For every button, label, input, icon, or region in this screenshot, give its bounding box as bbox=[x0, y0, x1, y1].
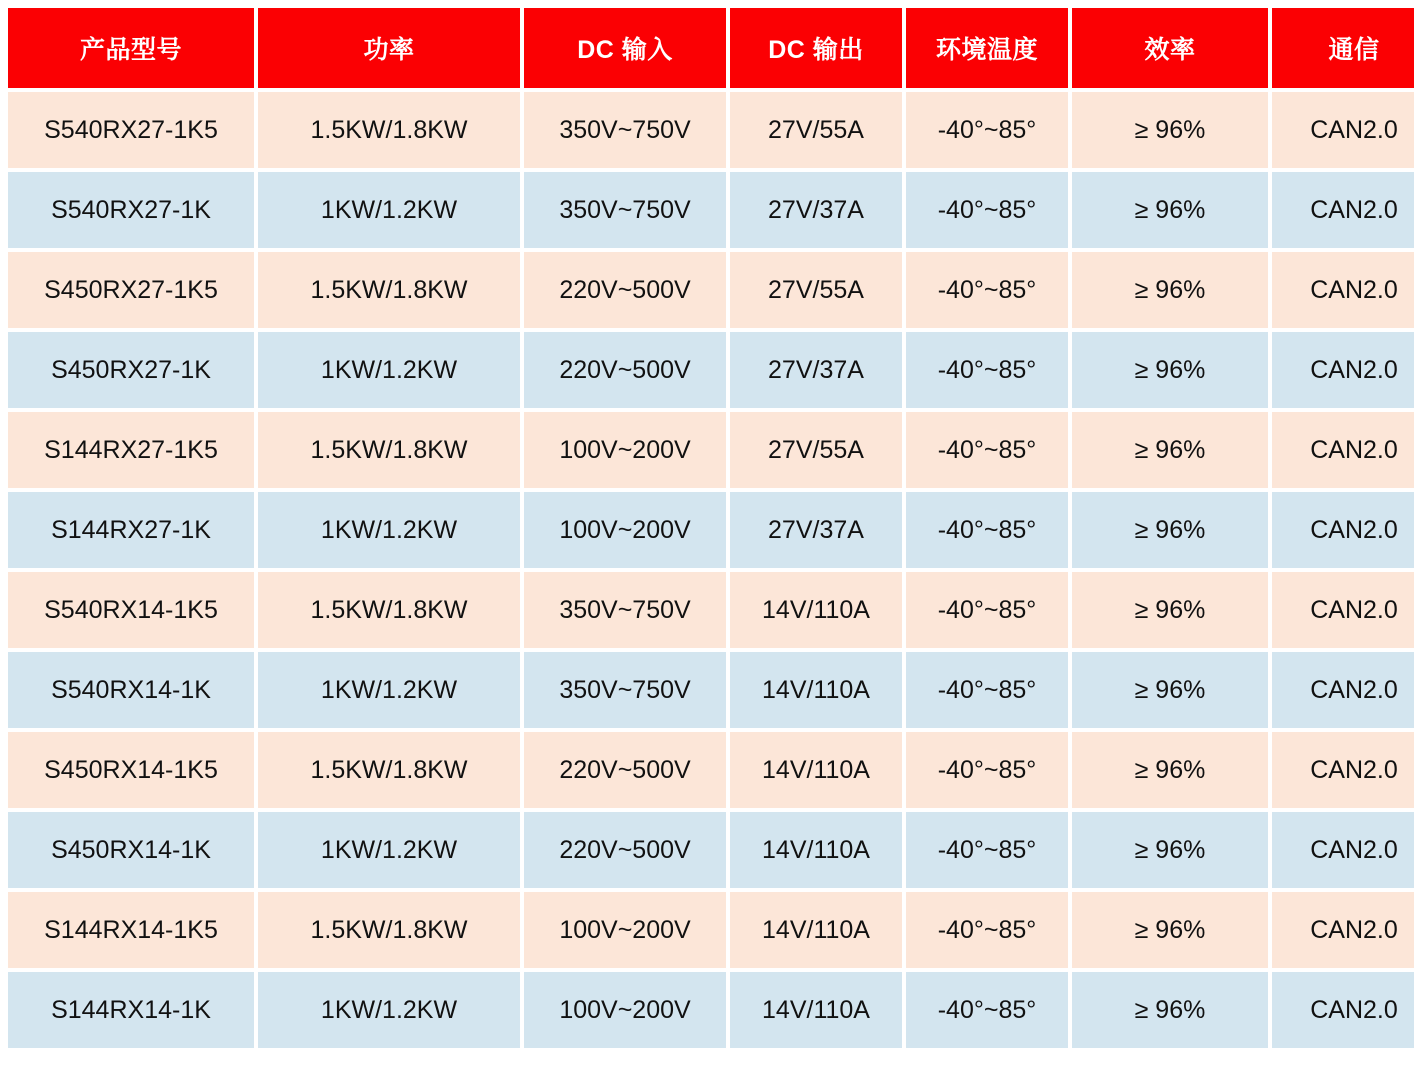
cell-dc-input: 100V~200V bbox=[524, 972, 726, 1048]
cell-dc-input: 350V~750V bbox=[524, 92, 726, 168]
cell-communication: CAN2.0 bbox=[1272, 332, 1414, 408]
cell-model: S450RX14-1K bbox=[8, 812, 254, 888]
cell-dc-input: 220V~500V bbox=[524, 812, 726, 888]
cell-efficiency: ≥ 96% bbox=[1072, 812, 1268, 888]
cell-model: S540RX27-1K bbox=[8, 172, 254, 248]
cell-dc-input: 100V~200V bbox=[524, 492, 726, 568]
cell-efficiency: ≥ 96% bbox=[1072, 572, 1268, 648]
cell-efficiency: ≥ 96% bbox=[1072, 172, 1268, 248]
cell-communication: CAN2.0 bbox=[1272, 92, 1414, 168]
cell-power: 1.5KW/1.8KW bbox=[258, 732, 520, 808]
cell-dc-output: 27V/37A bbox=[730, 332, 902, 408]
cell-dc-output: 27V/55A bbox=[730, 252, 902, 328]
cell-model: S144RX27-1K5 bbox=[8, 412, 254, 488]
cell-efficiency: ≥ 96% bbox=[1072, 492, 1268, 568]
cell-efficiency: ≥ 96% bbox=[1072, 892, 1268, 968]
cell-temperature: -40°~85° bbox=[906, 412, 1068, 488]
column-header-model: 产品型号 bbox=[8, 8, 254, 88]
cell-temperature: -40°~85° bbox=[906, 492, 1068, 568]
cell-dc-output: 14V/110A bbox=[730, 652, 902, 728]
cell-power: 1.5KW/1.8KW bbox=[258, 252, 520, 328]
cell-dc-output: 14V/110A bbox=[730, 892, 902, 968]
cell-temperature: -40°~85° bbox=[906, 92, 1068, 168]
cell-model: S450RX14-1K5 bbox=[8, 732, 254, 808]
cell-dc-output: 27V/55A bbox=[730, 92, 902, 168]
cell-model: S540RX14-1K bbox=[8, 652, 254, 728]
table-row bbox=[8, 892, 1414, 968]
table-row bbox=[8, 812, 1414, 888]
cell-power: 1KW/1.2KW bbox=[258, 652, 520, 728]
cell-power: 1KW/1.2KW bbox=[258, 492, 520, 568]
cell-power: 1KW/1.2KW bbox=[258, 812, 520, 888]
cell-communication: CAN2.0 bbox=[1272, 412, 1414, 488]
column-header-communication: 通信 bbox=[1272, 8, 1414, 88]
cell-efficiency: ≥ 96% bbox=[1072, 732, 1268, 808]
column-header-power: 功率 bbox=[258, 8, 520, 88]
cell-temperature: -40°~85° bbox=[906, 812, 1068, 888]
cell-dc-input: 100V~200V bbox=[524, 892, 726, 968]
table-row bbox=[8, 252, 1414, 328]
table-header bbox=[8, 8, 1414, 88]
cell-temperature: -40°~85° bbox=[906, 972, 1068, 1048]
cell-dc-output: 14V/110A bbox=[730, 732, 902, 808]
table-row bbox=[8, 332, 1414, 408]
cell-dc-input: 220V~500V bbox=[524, 332, 726, 408]
cell-communication: CAN2.0 bbox=[1272, 812, 1414, 888]
cell-efficiency: ≥ 96% bbox=[1072, 252, 1268, 328]
cell-power: 1KW/1.2KW bbox=[258, 972, 520, 1048]
cell-temperature: -40°~85° bbox=[906, 172, 1068, 248]
table-row bbox=[8, 412, 1414, 488]
column-header-ambient-temperature: 环境温度 bbox=[906, 8, 1068, 88]
cell-temperature: -40°~85° bbox=[906, 252, 1068, 328]
cell-temperature: -40°~85° bbox=[906, 652, 1068, 728]
cell-dc-input: 350V~750V bbox=[524, 172, 726, 248]
cell-dc-output: 14V/110A bbox=[730, 972, 902, 1048]
cell-efficiency: ≥ 96% bbox=[1072, 652, 1268, 728]
column-header-dc-output: DC 输出 bbox=[730, 8, 902, 88]
cell-model: S144RX27-1K bbox=[8, 492, 254, 568]
cell-dc-output: 14V/110A bbox=[730, 572, 902, 648]
cell-temperature: -40°~85° bbox=[906, 332, 1068, 408]
product-spec-table bbox=[4, 4, 1414, 1052]
cell-model: S144RX14-1K5 bbox=[8, 892, 254, 968]
table-row bbox=[8, 652, 1414, 728]
table-row bbox=[8, 172, 1414, 248]
cell-dc-output: 27V/55A bbox=[730, 412, 902, 488]
cell-communication: CAN2.0 bbox=[1272, 972, 1414, 1048]
cell-temperature: -40°~85° bbox=[906, 892, 1068, 968]
cell-dc-input: 350V~750V bbox=[524, 652, 726, 728]
cell-power: 1.5KW/1.8KW bbox=[258, 412, 520, 488]
cell-power: 1.5KW/1.8KW bbox=[258, 572, 520, 648]
cell-communication: CAN2.0 bbox=[1272, 252, 1414, 328]
cell-model: S540RX27-1K5 bbox=[8, 92, 254, 168]
column-header-dc-input: DC 输入 bbox=[524, 8, 726, 88]
cell-temperature: -40°~85° bbox=[906, 732, 1068, 808]
cell-model: S540RX14-1K5 bbox=[8, 572, 254, 648]
table-row bbox=[8, 972, 1414, 1048]
table-row bbox=[8, 92, 1414, 168]
cell-model: S450RX27-1K5 bbox=[8, 252, 254, 328]
table-row bbox=[8, 492, 1414, 568]
cell-dc-output: 14V/110A bbox=[730, 812, 902, 888]
cell-communication: CAN2.0 bbox=[1272, 492, 1414, 568]
cell-communication: CAN2.0 bbox=[1272, 652, 1414, 728]
cell-power: 1.5KW/1.8KW bbox=[258, 92, 520, 168]
cell-dc-input: 350V~750V bbox=[524, 572, 726, 648]
cell-dc-output: 27V/37A bbox=[730, 172, 902, 248]
column-header-efficiency: 效率 bbox=[1072, 8, 1268, 88]
cell-model: S450RX27-1K bbox=[8, 332, 254, 408]
cell-communication: CAN2.0 bbox=[1272, 892, 1414, 968]
cell-efficiency: ≥ 96% bbox=[1072, 332, 1268, 408]
table-row bbox=[8, 732, 1414, 808]
cell-model: S144RX14-1K bbox=[8, 972, 254, 1048]
cell-dc-input: 100V~200V bbox=[524, 412, 726, 488]
table-body bbox=[8, 92, 1414, 1048]
cell-communication: CAN2.0 bbox=[1272, 172, 1414, 248]
cell-power: 1.5KW/1.8KW bbox=[258, 892, 520, 968]
cell-power: 1KW/1.2KW bbox=[258, 332, 520, 408]
cell-communication: CAN2.0 bbox=[1272, 732, 1414, 808]
cell-efficiency: ≥ 96% bbox=[1072, 92, 1268, 168]
cell-power: 1KW/1.2KW bbox=[258, 172, 520, 248]
cell-temperature: -40°~85° bbox=[906, 572, 1068, 648]
table-row bbox=[8, 572, 1414, 648]
cell-dc-output: 27V/37A bbox=[730, 492, 902, 568]
cell-communication: CAN2.0 bbox=[1272, 572, 1414, 648]
header-row bbox=[8, 8, 1414, 88]
cell-efficiency: ≥ 96% bbox=[1072, 972, 1268, 1048]
cell-dc-input: 220V~500V bbox=[524, 732, 726, 808]
cell-efficiency: ≥ 96% bbox=[1072, 412, 1268, 488]
cell-dc-input: 220V~500V bbox=[524, 252, 726, 328]
